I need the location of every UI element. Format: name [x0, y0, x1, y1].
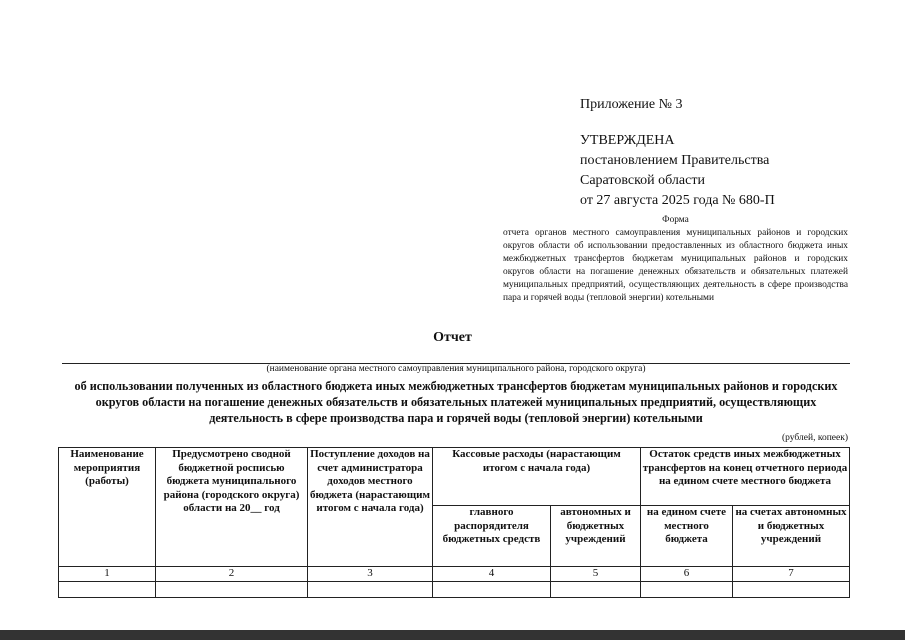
approval-block [580, 95, 775, 211]
header-main-manager: главного распорядителя бюджетных средств [433, 506, 551, 567]
empty-cell [156, 581, 308, 597]
empty-cell [59, 581, 156, 597]
scan-edge [0, 630, 905, 640]
column-number: 2 [156, 567, 308, 582]
header-activity: Наименование мероприятия (работы) [59, 448, 156, 567]
form-text: отчета органов местного самоуправления муниципальных районов и городских округов области об использовании предоставленных из областного бюджета иных межбюджетных трансфертов бюджетам муниципальных районов и городских округов области на погашение денежных обязательств и обязательных платежей муниципальных предприятий, осуществляющих деятельность в сфере производства пара и горячей воды (тепловой энергии) котельными [503, 228, 848, 303]
header-institutions: автономных и бюджетных учреждений [551, 506, 641, 567]
column-number: 4 [433, 567, 551, 582]
empty-cell [641, 581, 733, 597]
column-number: 1 [59, 567, 156, 582]
appendix-number: Приложение № 3 [580, 97, 683, 112]
approval-line: Саратовской области [580, 173, 705, 188]
column-number: 5 [551, 567, 641, 582]
header-balance: Остаток средств иных межбюджетных трансфертов на конец отчетного периода на едином счете местного бюджета [641, 448, 850, 506]
approval-line: постановлением Правительства [580, 153, 770, 168]
org-caption: (наименование органа местного самоуправления муниципального района, городского округа) [266, 364, 646, 374]
table-row-empty [59, 581, 850, 597]
empty-cell [433, 581, 551, 597]
header-income: Поступление доходов на счет администратора доходов местного бюджета (нарастающим итогом с начала года) [308, 448, 433, 567]
header-institution-accounts: на счетах автономных и бюджетных учреждений [733, 506, 850, 567]
column-number: 3 [308, 567, 433, 582]
form-title: Форма [662, 215, 689, 225]
form-description [503, 214, 848, 305]
approved-label: УТВЕРЖДЕНА [580, 133, 675, 148]
empty-cell [308, 581, 433, 597]
report-heading: об использовании полученных из областного бюджета иных межбюджетных трансфертов бюджетам муниципальных районов и городских округов области на погашение денежных обязательств и обязательных платежей муниципальных предприятий, осуществляющих деятельность в сфере производства пара и горячей воды (тепловой энергии) котельными [74, 379, 838, 425]
empty-cell [733, 581, 850, 597]
header-cash-expenses: Кассовые расходы (нарастающим итогом с начала года) [433, 448, 641, 506]
column-number: 7 [733, 567, 850, 582]
column-number: 6 [641, 567, 733, 582]
report-title: Отчет [433, 330, 472, 345]
header-planned: Предусмотрено сводной бюджетной росписью бюджета муниципального района (городского округа) области на 20__ год [156, 448, 308, 567]
report-table [58, 447, 850, 598]
units-label: (рублей, копеек) [782, 433, 848, 443]
approval-line: от 27 августа 2025 года № 680-П [580, 193, 775, 208]
header-single-account: на едином счете местного бюджета [641, 506, 733, 567]
empty-cell [551, 581, 641, 597]
